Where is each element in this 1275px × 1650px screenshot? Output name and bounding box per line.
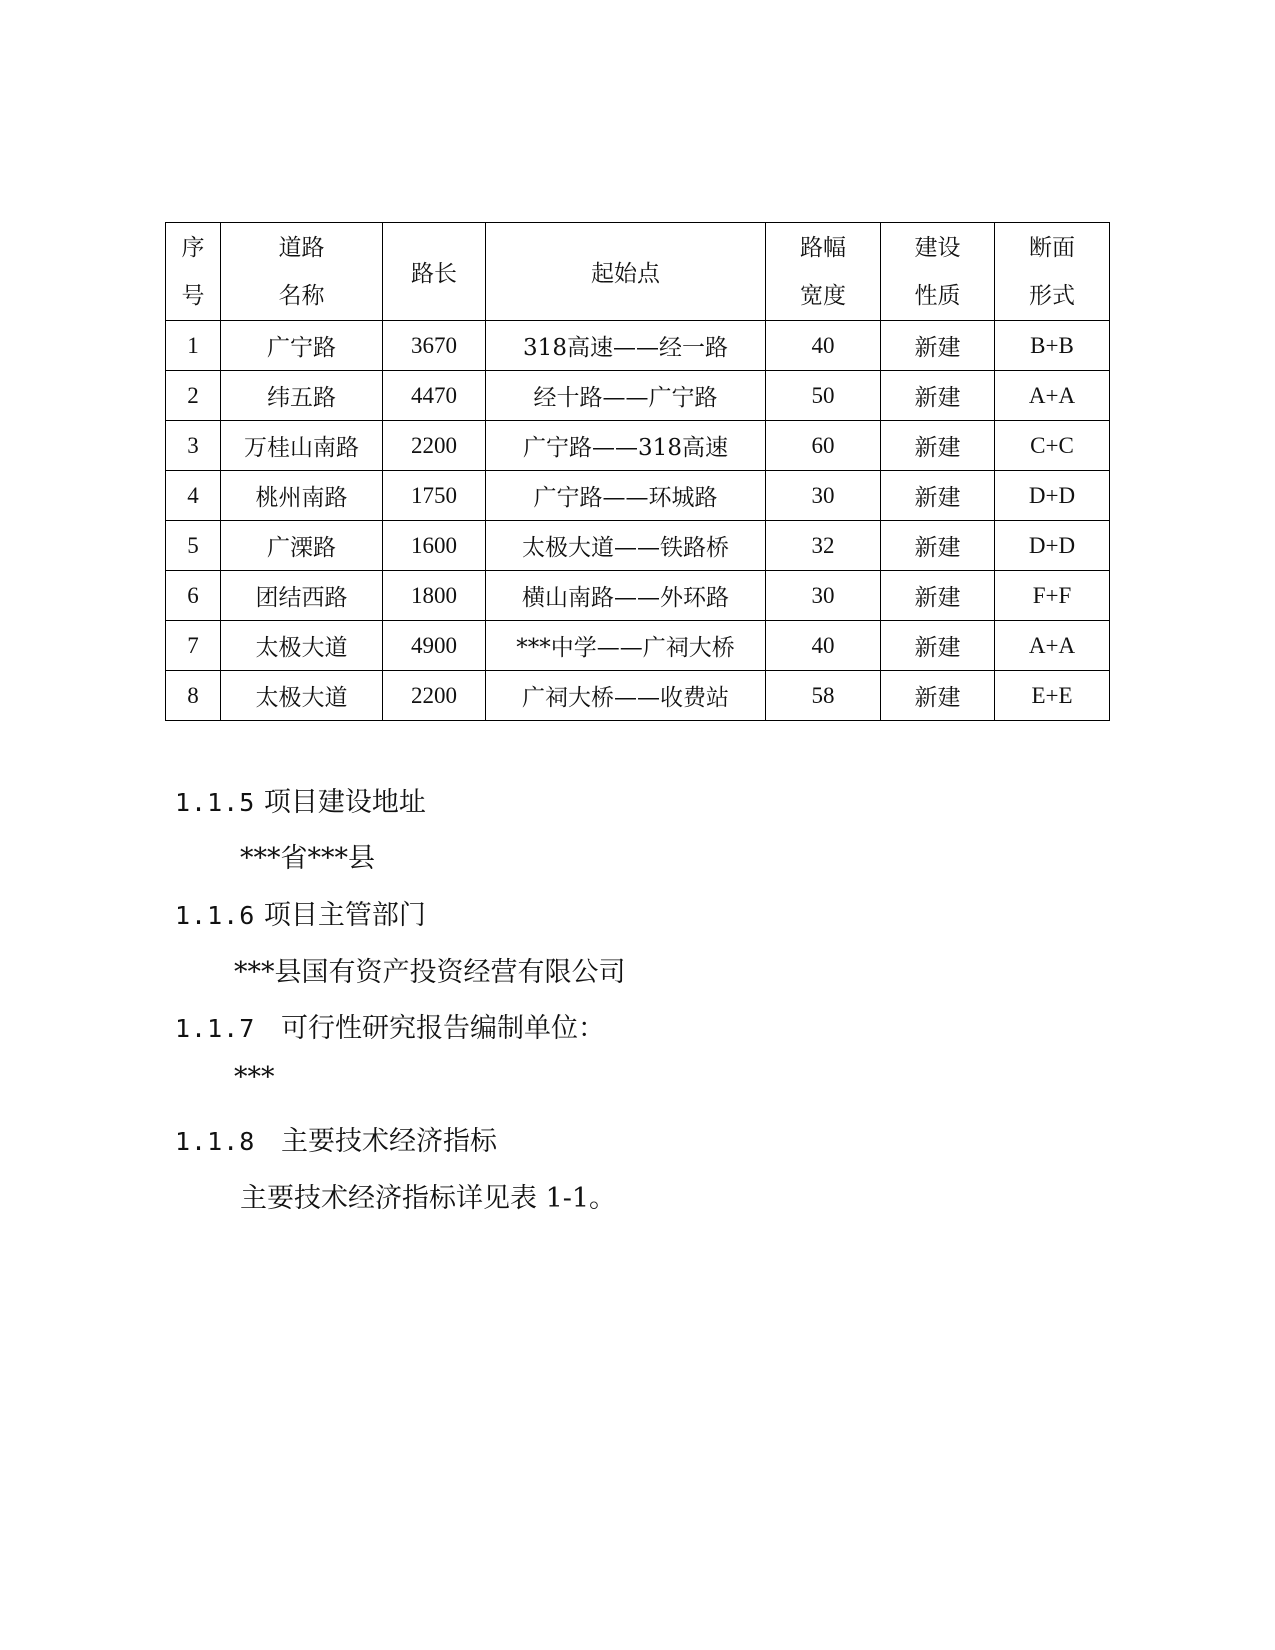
header-road-name: 道路 名称 bbox=[221, 223, 383, 321]
cell-section-form: D+D bbox=[995, 521, 1110, 571]
cell-index: 2 bbox=[166, 371, 221, 421]
cell-section-form: A+A bbox=[995, 621, 1110, 671]
cell-start-end: ***中学——广祠大桥 bbox=[486, 621, 766, 671]
cell-index: 8 bbox=[166, 671, 221, 721]
table-body bbox=[166, 321, 1110, 721]
section-heading: 1.1.8 主要技术经济指标 bbox=[175, 1126, 498, 1157]
table-row bbox=[166, 521, 1110, 571]
cell-construction-type: 新建 bbox=[881, 621, 995, 671]
cell-length: 3670 bbox=[383, 321, 486, 371]
header-length: 路长 bbox=[383, 223, 486, 321]
cell-index: 3 bbox=[166, 421, 221, 471]
cell-road-name: 桃州南路 bbox=[221, 471, 383, 521]
table-row bbox=[166, 371, 1110, 421]
table-row bbox=[166, 571, 1110, 621]
cell-construction-type: 新建 bbox=[881, 371, 995, 421]
cell-start-end: 广宁路——环城路 bbox=[486, 471, 766, 521]
section-heading: 1.1.6 项目主管部门 bbox=[175, 900, 426, 931]
section-body: ***县国有资产投资经营有限公司 bbox=[234, 957, 626, 988]
section-body: ***省***县 bbox=[240, 843, 375, 874]
section-heading: 1.1.7 可行性研究报告编制单位： bbox=[175, 1013, 606, 1044]
cell-start-end: 318高速——经一路 bbox=[486, 321, 766, 371]
cell-construction-type: 新建 bbox=[881, 521, 995, 571]
cell-start-end: 横山南路——外环路 bbox=[486, 571, 766, 621]
cell-section-form: B+B bbox=[995, 321, 1110, 371]
cell-width: 30 bbox=[766, 571, 881, 621]
cell-length: 1800 bbox=[383, 571, 486, 621]
cell-index: 5 bbox=[166, 521, 221, 571]
cell-length: 2200 bbox=[383, 671, 486, 721]
cell-road-name: 纬五路 bbox=[221, 371, 383, 421]
cell-length: 1750 bbox=[383, 471, 486, 521]
cell-road-name: 广宁路 bbox=[221, 321, 383, 371]
cell-width: 50 bbox=[766, 371, 881, 421]
cell-road-name: 广溧路 bbox=[221, 521, 383, 571]
cell-road-name: 太极大道 bbox=[221, 621, 383, 671]
cell-section-form: E+E bbox=[995, 671, 1110, 721]
header-start-end: 起始点 bbox=[486, 223, 766, 321]
cell-length: 4470 bbox=[383, 371, 486, 421]
cell-construction-type: 新建 bbox=[881, 421, 995, 471]
road-table bbox=[165, 222, 1110, 721]
cell-width: 40 bbox=[766, 621, 881, 671]
cell-length: 2200 bbox=[383, 421, 486, 471]
cell-start-end: 广宁路——318高速 bbox=[486, 421, 766, 471]
header-construction-type: 建设 性质 bbox=[881, 223, 995, 321]
cell-width: 30 bbox=[766, 471, 881, 521]
cell-length: 1600 bbox=[383, 521, 486, 571]
cell-section-form: A+A bbox=[995, 371, 1110, 421]
header-section-form: 断面 形式 bbox=[995, 223, 1110, 321]
header-width: 路幅 宽度 bbox=[766, 223, 881, 321]
cell-index: 4 bbox=[166, 471, 221, 521]
cell-width: 58 bbox=[766, 671, 881, 721]
cell-section-form: C+C bbox=[995, 421, 1110, 471]
section-heading: 1.1.5 项目建设地址 bbox=[175, 787, 426, 818]
table-row bbox=[166, 471, 1110, 521]
table-header-row bbox=[166, 223, 1110, 321]
cell-width: 40 bbox=[766, 321, 881, 371]
cell-road-name: 万桂山南路 bbox=[221, 421, 383, 471]
cell-index: 7 bbox=[166, 621, 221, 671]
header-index: 序 号 bbox=[166, 223, 221, 321]
cell-width: 60 bbox=[766, 421, 881, 471]
cell-road-name: 太极大道 bbox=[221, 671, 383, 721]
cell-start-end: 经十路——广宁路 bbox=[486, 371, 766, 421]
section-body: *** bbox=[234, 1062, 275, 1093]
cell-index: 6 bbox=[166, 571, 221, 621]
cell-start-end: 太极大道——铁路桥 bbox=[486, 521, 766, 571]
cell-width: 32 bbox=[766, 521, 881, 571]
cell-section-form: F+F bbox=[995, 571, 1110, 621]
cell-construction-type: 新建 bbox=[881, 471, 995, 521]
cell-start-end: 广祠大桥——收费站 bbox=[486, 671, 766, 721]
section-body: 主要技术经济指标详见表 1-1。 bbox=[240, 1183, 617, 1214]
table-row bbox=[166, 671, 1110, 721]
cell-construction-type: 新建 bbox=[881, 571, 995, 621]
cell-length: 4900 bbox=[383, 621, 486, 671]
cell-road-name: 团结西路 bbox=[221, 571, 383, 621]
cell-index: 1 bbox=[166, 321, 221, 371]
table-row bbox=[166, 421, 1110, 471]
table-row bbox=[166, 321, 1110, 371]
cell-construction-type: 新建 bbox=[881, 671, 995, 721]
table-row bbox=[166, 621, 1110, 671]
cell-section-form: D+D bbox=[995, 471, 1110, 521]
cell-construction-type: 新建 bbox=[881, 321, 995, 371]
